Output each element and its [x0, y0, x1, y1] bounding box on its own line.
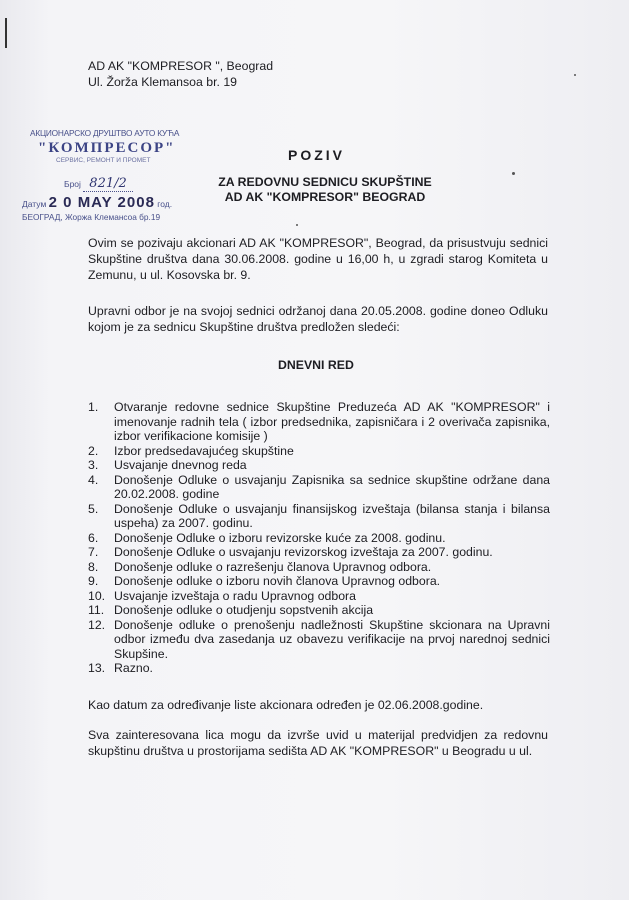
margin-mark: [5, 18, 7, 48]
stamp-date-label: Датум: [22, 199, 47, 209]
agenda-item: [88, 545, 550, 560]
registry-stamp: [22, 128, 188, 228]
sender-street: Ul. Žorža Klemansoa br. 19: [88, 75, 237, 89]
agenda-item-text: Otvaranje redovne sednice Skupštine Preduzeća AD AK "KOMPRESOR" i imenovanje radnih tela ( izbor predsednika, zapisničara i 2 overivača zapisnika, izbor verifikacione komisije ): [114, 400, 550, 443]
agenda-item: [88, 444, 550, 459]
agenda-item-number: 11.: [88, 603, 105, 617]
agenda-item-text: Usvajanje dnevnog reda: [114, 458, 247, 472]
stamp-number: [64, 176, 133, 191]
scan-speck: [296, 224, 298, 226]
agenda-item-number: 5.: [88, 501, 99, 516]
agenda-item-number: 7.: [88, 545, 99, 559]
scan-speck: [574, 74, 576, 76]
agenda-item-number: 1.: [88, 400, 99, 414]
stamp-company-type: АКЦИОНАРСКО ДРУШТВО АУТО КУЋА: [30, 128, 180, 138]
agenda-item: [88, 400, 550, 444]
agenda-item: [88, 560, 550, 575]
agenda-item-text: Donošenje Odluke o izboru revizorske kuće za 2008. godinu.: [114, 530, 446, 545]
agenda-item: [88, 473, 550, 502]
stamp-date-value: 2 0 MAY 2008: [48, 194, 155, 211]
scan-speck: [512, 172, 515, 175]
agenda-item-number: 9.: [88, 574, 99, 588]
sender-address: [88, 58, 273, 90]
agenda-item-text: Donošenje odluke o otudjenju sopstvenih akcija: [114, 603, 374, 617]
agenda-item-text: Donošenje odluke o razrešenju članova Upravnog odbora.: [114, 559, 432, 574]
agenda-item-text: Usvajanje izveštaja o radu Upravnog odbora: [114, 588, 356, 603]
agenda-item: [88, 458, 550, 473]
intro-paragraph: Ovim se pozivaju akcionari AD AK "KOMPRESOR", Beograd, da prisustvuju sednici Skupštine društva dana 30.06.2008. godine u 16,00 h, u zgradi starog Komiteta u Zemunu, u ul. Kosovska br. 9.: [88, 236, 548, 282]
agenda-item: [88, 603, 550, 618]
document-title: POZIV: [288, 147, 346, 163]
agenda-item: [88, 574, 550, 589]
sender-name: AD AK "KOMPRESOR ", Beograd: [88, 59, 274, 73]
subtitle-line-2: AD AK "KOMPRESOR" BEOGRAD: [224, 190, 426, 204]
decision-paragraph: Upravni odbor je na svojoj sednici održanoj dana 20.05.2008. godine doneo Odluku kojom je za sednicu Skupštine društva predložen sledeći:: [88, 304, 548, 334]
agenda-item-text: Donošenje Odluke o usvajanju Zapisnika sa sednice skupštine održane dana 20.02.2008. godine: [114, 472, 550, 501]
record-date-paragraph: Kao datum za određivanje liste akcionara određen je 02.06.2008.godine.: [88, 698, 484, 712]
agenda-item-text: Razno.: [114, 661, 153, 675]
document-subtitle: [215, 175, 435, 205]
agenda-item-text: Donošenje odluke o prenošenju nadležnosti Skupštine skcionara na Upravni odbor između dva zasedanja uz obavezu verifikacije na prvoj narednoj sednici Skupšine.: [114, 617, 550, 661]
agenda-item-number: 4.: [88, 472, 99, 487]
agenda-item-text: Izbor predsedavajućeg skupštine: [114, 443, 294, 458]
agenda-item-number: 3.: [88, 458, 99, 472]
inspection-paragraph: Sva zainteresovana lica mogu da izvrše uvid u materijal predvidjen za redovnu skupštinu društva u prostorijama sedišta AD AK "KOMPRESOR" u Beogradu u ul.: [88, 728, 548, 758]
stamp-number-value: 821/2: [83, 176, 132, 192]
agenda-item-text: Donošenje Odluke o usvajanju revizorskog izveštaja za 2007. godinu.: [114, 545, 493, 559]
agenda-item: [88, 618, 550, 662]
stamp-activity: СЕРВИС, РЕМОНТ И ПРОМЕТ: [56, 157, 151, 164]
agenda-item-number: 13.: [88, 661, 106, 675]
agenda-heading: DNEVNI RED: [278, 358, 354, 372]
stamp-address: БЕОГРАД, Жоржа Клемансоа бр.19: [22, 212, 161, 222]
agenda-item-number: 8.: [88, 559, 99, 574]
agenda-item-number: 10.: [88, 588, 106, 603]
stamp-date: [22, 194, 172, 211]
agenda-list: [88, 400, 550, 676]
subtitle-line-1: ZA REDOVNU SEDNICU SKUPŠTINE: [218, 175, 432, 189]
agenda-item: [88, 661, 550, 676]
agenda-item-text: Donošenje Odluke o usvajanju finansijskog izveštaja (bilansa stanja i bilansa uspeha) za 2007. godinu.: [114, 501, 550, 530]
agenda-item-number: 2.: [88, 443, 99, 458]
stamp-year-suffix: год.: [157, 199, 173, 209]
stamp-number-label: Број: [64, 179, 81, 189]
stamp-company-name: "КОМПРЕСОР": [38, 140, 176, 156]
agenda-item: [88, 531, 550, 546]
agenda-item: [88, 502, 550, 531]
agenda-item: [88, 589, 550, 604]
agenda-item-text: Donošenje odluke o izboru novih članova Upravnog odbora.: [114, 574, 441, 588]
agenda-item-number: 12.: [88, 617, 106, 632]
agenda-item-number: 6.: [88, 530, 99, 545]
